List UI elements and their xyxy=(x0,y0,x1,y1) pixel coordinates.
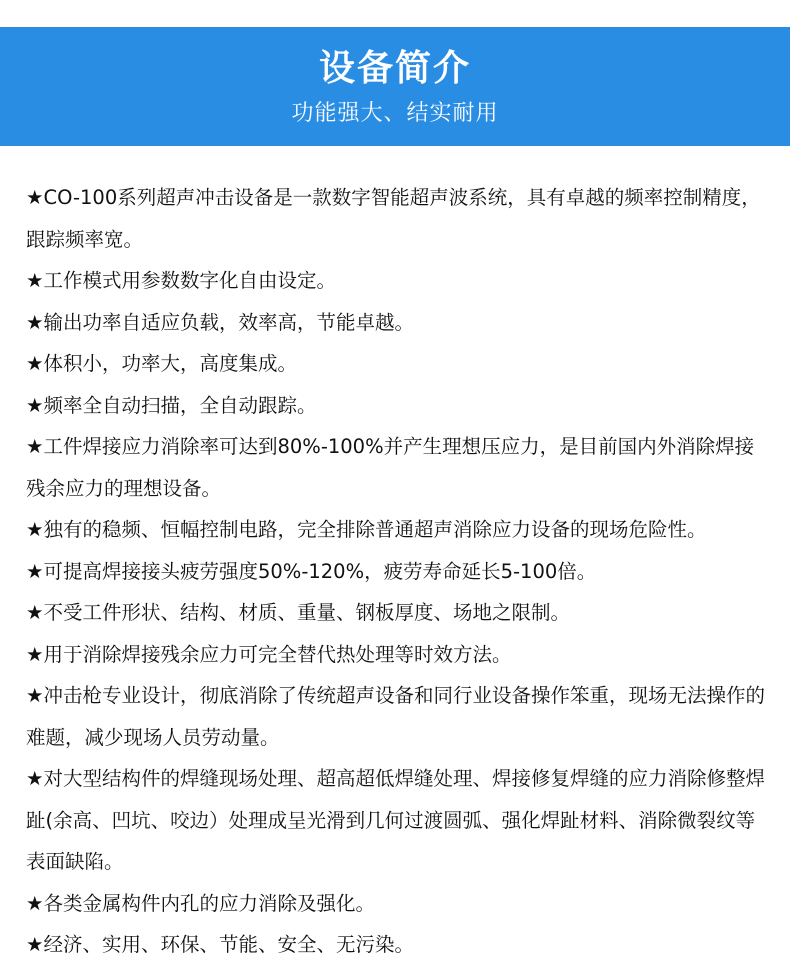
feature-item: ★用于消除焊接残余应力可完全替代热处理等时效方法。 xyxy=(26,642,512,666)
feature-item: ★输出功率自适应负载，效率高，节能卓越。 xyxy=(26,310,414,334)
feature-item: ★冲击枪专业设计，彻底消除了传统超声设备和同行业设备操作笨重，现场无法操作的难题，减少现场人员劳动量。 xyxy=(26,684,765,749)
feature-item: ★对大型结构件的焊缝现场处理、超高超低焊缝处理、焊接修复焊缝的应力消除修整焊趾(余高、凹坑、咬边）处理成呈光滑到几何过渡圆弧、强化焊趾材料、消除微裂纹等表面缺陷。 xyxy=(26,767,765,873)
feature-item: ★可提高焊接接头疲劳强度50%-120%，疲劳寿命延长5-100倍。 xyxy=(26,559,597,583)
feature-item: ★CO-100系列超声冲击设备是一款数字智能超声波系统，具有卓越的频率控制精度，跟踪频率宽。 xyxy=(26,186,761,251)
feature-item: ★工件焊接应力消除率可达到80%-100%并产生理想压应力，是目前国内外消除焊接残余应力的理想设备。 xyxy=(26,435,755,500)
page-subtitle: 功能强大、结实耐用 xyxy=(291,101,499,126)
feature-item: ★工作模式用参数数字化自由设定。 xyxy=(26,269,336,292)
feature-list xyxy=(26,177,771,966)
feature-item: ★独有的稳频、恒幅控制电路，完全排除普通超声消除应力设备的现场危险性。 xyxy=(26,518,707,541)
feature-item: ★不受工件形状、结构、材质、重量、钢板厚度、场地之限制。 xyxy=(26,601,570,624)
page-title: 设备简介 xyxy=(318,48,471,89)
feature-item: ★频率全自动扫描，全自动跟踪。 xyxy=(26,393,317,417)
feature-item: ★体积小，功率大，高度集成。 xyxy=(26,352,297,375)
feature-item: ★经济、实用、环保、节能、安全、无污染。 xyxy=(26,933,414,956)
feature-item: ★各类金属构件内孔的应力消除及强化。 xyxy=(26,891,375,915)
header-banner xyxy=(0,27,790,146)
